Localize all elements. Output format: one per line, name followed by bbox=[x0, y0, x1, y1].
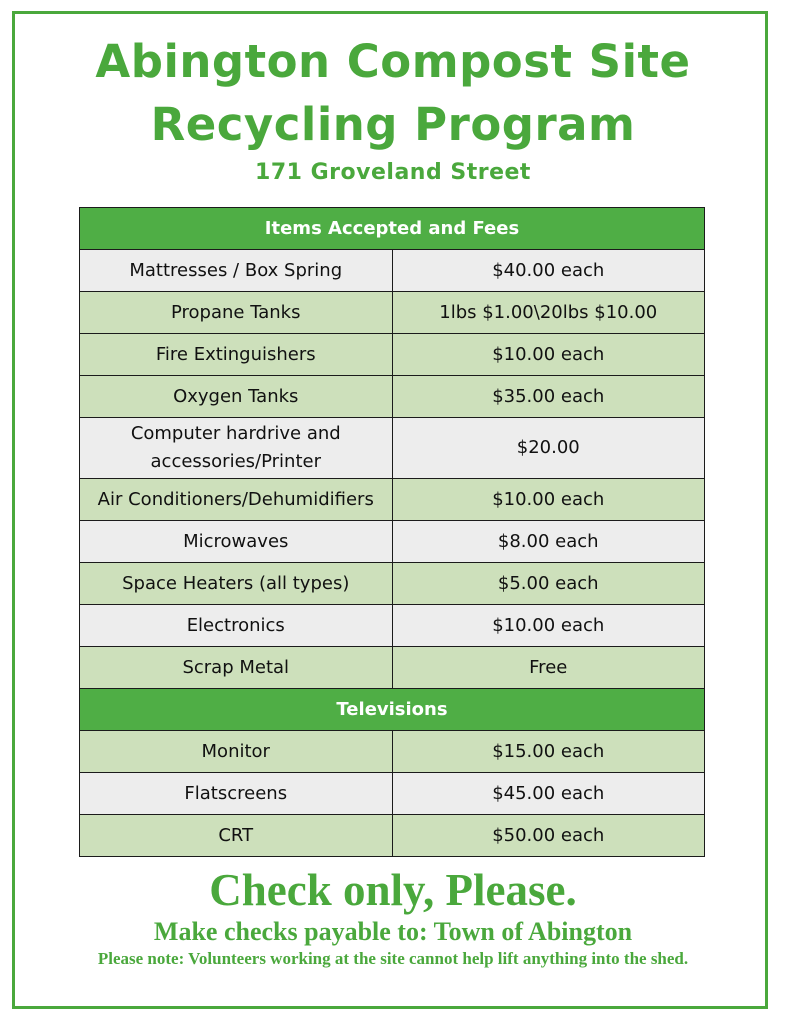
table-row bbox=[80, 731, 705, 773]
item-cell: Scrap Metal bbox=[80, 647, 393, 689]
fee-cell: $5.00 each bbox=[392, 563, 705, 605]
item-cell: Fire Extinguishers bbox=[80, 334, 393, 376]
fee-cell: $40.00 each bbox=[392, 250, 705, 292]
item-cell: CRT bbox=[80, 815, 393, 857]
table-row bbox=[80, 563, 705, 605]
section-header-row bbox=[80, 208, 705, 250]
fee-cell: $10.00 each bbox=[392, 334, 705, 376]
fee-cell: $20.00 bbox=[392, 418, 705, 479]
table-row bbox=[80, 647, 705, 689]
item-cell: Electronics bbox=[80, 605, 393, 647]
table-row bbox=[80, 334, 705, 376]
item-cell: Monitor bbox=[80, 731, 393, 773]
section-header-televisions: Televisions bbox=[80, 689, 705, 731]
item-cell: Space Heaters (all types) bbox=[80, 563, 393, 605]
table-row bbox=[80, 605, 705, 647]
item-cell: Oxygen Tanks bbox=[80, 376, 393, 418]
volunteer-note: Please note: Volunteers working at the site cannot help lift anything into the shed. bbox=[97, 949, 689, 968]
fee-cell: $8.00 each bbox=[392, 521, 705, 563]
page-title-line1: Abington Compost Site bbox=[95, 35, 691, 88]
table-row bbox=[80, 418, 705, 479]
fee-cell: $10.00 each bbox=[392, 479, 705, 521]
table-row bbox=[80, 250, 705, 292]
table-row bbox=[80, 376, 705, 418]
fee-cell: Free bbox=[392, 647, 705, 689]
item-cell: Propane Tanks bbox=[80, 292, 393, 334]
table-row bbox=[80, 521, 705, 563]
payable-line: Make checks payable to: Town of Abington bbox=[153, 917, 633, 946]
page-title-line2: Recycling Program bbox=[150, 98, 636, 151]
item-cell: Air Conditioners/Dehumidifiers bbox=[80, 479, 393, 521]
table-row bbox=[80, 773, 705, 815]
item-cell: Mattresses / Box Spring bbox=[80, 250, 393, 292]
fee-cell: $45.00 each bbox=[392, 773, 705, 815]
fee-cell: $50.00 each bbox=[392, 815, 705, 857]
item-cell: Flatscreens bbox=[80, 773, 393, 815]
section-header-row bbox=[80, 689, 705, 731]
fee-cell: $15.00 each bbox=[392, 731, 705, 773]
fee-cell: $35.00 each bbox=[392, 376, 705, 418]
address: 171 Groveland Street bbox=[255, 160, 531, 185]
table-row bbox=[80, 479, 705, 521]
section-header-accepted: Items Accepted and Fees bbox=[80, 208, 705, 250]
item-cell: Microwaves bbox=[80, 521, 393, 563]
fee-cell: 1lbs $1.00\20lbs $10.00 bbox=[392, 292, 705, 334]
table-row bbox=[80, 815, 705, 857]
fee-cell: $10.00 each bbox=[392, 605, 705, 647]
table-row bbox=[80, 292, 705, 334]
check-only-heading: Check only, Please. bbox=[209, 865, 577, 915]
fees-table bbox=[79, 207, 705, 857]
item-cell: Computer hardrive and accessories/Printer bbox=[80, 418, 393, 479]
